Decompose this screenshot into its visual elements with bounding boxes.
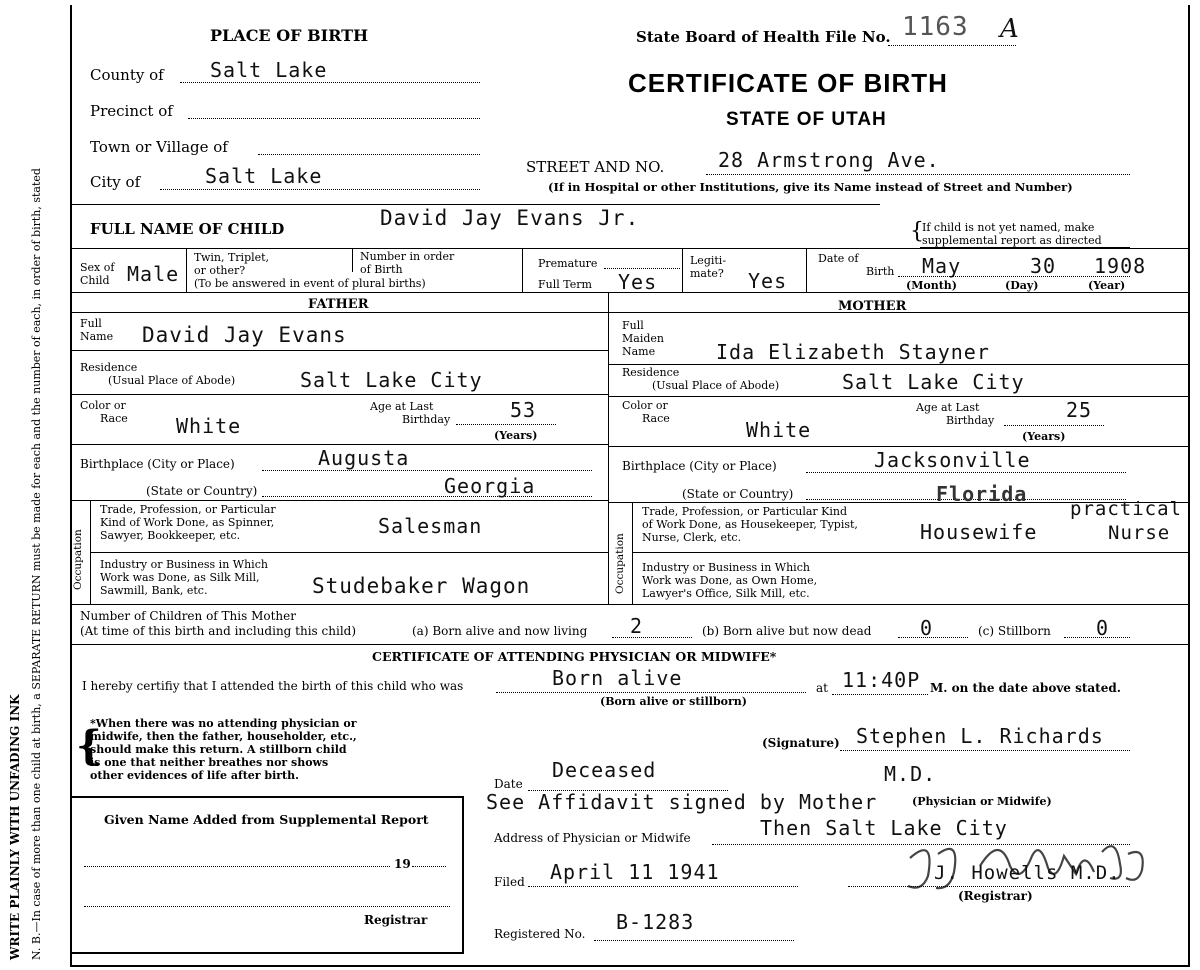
precinct-label: Precinct of — [90, 102, 173, 120]
legitimate-value: Yes — [748, 269, 788, 293]
certificate-title: CERTIFICATE OF BIRTH — [628, 68, 948, 98]
father-trade-label-2: Kind of Work Done, as Spinner, — [100, 516, 275, 529]
mother-birthplace-city: Jacksonville — [874, 448, 1031, 472]
father-years-label: (Years) — [494, 429, 538, 442]
father-age-label-2: Birthday — [402, 413, 451, 426]
born-status-note: (Born alive or stillborn) — [600, 695, 747, 708]
mother-birthplace-label: Birthplace (City or Place) — [622, 459, 777, 473]
not-named-note-1: If child is not yet named, make — [922, 221, 1095, 234]
father-color-label-1: Color or — [80, 399, 126, 412]
child-full-name: David Jay Evans Jr. — [380, 206, 640, 230]
full-term-label: Full Term — [538, 278, 592, 291]
father-heading: FATHER — [308, 297, 369, 312]
mother-years-label: (Years) — [1022, 430, 1066, 443]
mother-color-label-2: Race — [642, 412, 670, 425]
street-note: (If in Hospital or other Institutions, give its Name instead of Street and Number) — [548, 180, 1073, 194]
father-industry: Studebaker Wagon — [312, 574, 531, 598]
mother-occupation-label: Occupation — [614, 533, 626, 594]
day-label: (Day) — [1005, 279, 1039, 292]
father-birthplace-state: Georgia — [444, 474, 536, 498]
city-label: City of — [90, 173, 141, 191]
date-label-2: Birth — [866, 265, 895, 278]
father-industry-label-3: Sawmill, Bank, etc. — [100, 584, 208, 597]
mother-trade-label-2: of Work Done, as Housekeeper, Typist, — [642, 518, 858, 531]
children-dead-label: (b) Born alive but now dead — [702, 624, 872, 638]
mother-industry-label-2: Work was Done, as Own Home, — [642, 574, 818, 587]
mother-state-label: (State or Country) — [682, 487, 794, 501]
mother-name: Ida Elizabeth Stayner — [716, 340, 990, 364]
birth-time: 11:40P — [842, 668, 921, 692]
sex-label-2: Child — [80, 274, 110, 287]
county-label: County of — [90, 66, 164, 84]
father-birthplace-label: Birthplace (City or Place) — [80, 457, 235, 471]
plural-note: (To be answered in event of plural births) — [194, 277, 426, 290]
mother-trade-label-1: Trade, Profession, or Particular Kind — [642, 505, 848, 518]
physician-address: Then Salt Lake City — [760, 816, 1008, 840]
mother-trade-label-3: Nurse, Clerk, etc. — [642, 531, 742, 544]
town-label: Town or Village of — [90, 138, 228, 156]
children-label-2: (At time of this birth and including this child) — [80, 624, 357, 638]
file-number-suffix: A — [1000, 14, 1020, 44]
birth-certificate: WRITE PLAINLY WITH UNFADING INK N. B.—In case of more than one child at birth, a SEPARATE RETURN must be made for each and the number of each, in order of birth, stated PLACE OF BIRTH State Board of Health File No. 1163 A CERTIFICATE OF BIRTH STATE OF UTAH County of Salt Lake Precinct of Town or Village of City of Salt Lake STREET AND NO. 28 Armstrong Ave. (If in Hospital or other Institutions, give its Name instead of Street and Number) FULL NAME OF CHILD David Jay Evans Jr. { If child is not yet named, make supplemental report as directed Sex of Child Male Twin, Triplet, or other? (To be answered in event of plural births) Number in order of Birth Premature Full Term Yes Legiti- mate? Yes Date of Birth May 30 1908 (Month) (Day) (Year) FATHER MOTHER Full Name David Jay Evans Residence (Usual Place of Abode) Salt Lake City Color or Race White Age at Last Birthday 53 (Years) Birthplace (City or Place) Augusta (State or Country) Georgia Occupation Trade, Profession, or Particular Kind of Work Done, as Spinner, Sawyer, Bookkeeper, etc. Salesman Industry or Business in Which Work was Done, as Silk Mill, Sawmill, Bank, etc. Studebaker Wagon Full Maiden Name Ida Elizabeth Stayner Residence (Usual Place of Abode) Salt Lake City Color or Race White Age at Last Birthday 25 (Years) Birthplace (City or Place) Jacksonville (State or Country) Florida Occupation Trade, Profession, or Particular Kind of Work Done, as Housekeeper, Typist, Nurse, Clerk, etc. Housewife practical Nurse Industry or Business in Which Work was Done, as Own Home, Lawyer's Office, Silk Mill, etc. Number of Children of This Mother (At time of this birth and including this child) (a) Born alive and now living 2 (b) Born alive but now dead 0 (c) Stillborn 0 CERTIFICATE OF ATTENDING PHYSICIAN OR MIDWIFE* I hereby certifiy that I attended the birth of this child who was Born alive (Born alive or stillborn) at 11:40P M. on the date above stated. { *When there was no attending physician or midwife, then the father, householder, etc., should make this return. A stillborn child is one that neither breathes nor shows other evidences of life after birth. (Signature) Stephen L. Richards M.D. Date Deceased Given Name Added from Supplemental Report 19 Registrar See Affidavit signed by Mother (Physician or Midwife) Address of Physician or Midwife Then Salt Lake City Filed April 11 1941 J. Howells M.D. (Registrar) Registered No. B-1283 — [0, 0, 1200, 970]
children-alive: 2 — [630, 614, 644, 638]
father-state-label: (State or Country) — [146, 484, 258, 498]
registrar-typed: J. Howells M.D. — [934, 862, 1121, 884]
mother-age-label-2: Birthday — [946, 414, 995, 427]
birth-month: May — [922, 254, 962, 278]
affidavit-note: See Affidavit signed by Mother — [486, 790, 878, 814]
father-full-label-2: Name — [80, 330, 114, 343]
premature-label: Premature — [538, 257, 598, 270]
signature-label: (Signature) — [762, 736, 840, 750]
legit-label-1: Legiti- — [690, 254, 727, 267]
physician-heading: CERTIFICATE OF ATTENDING PHYSICIAN OR MIDWIFE* — [372, 649, 777, 664]
file-number-label: State Board of Health File No. — [636, 28, 891, 46]
full-name-label: FULL NAME OF CHILD — [90, 220, 285, 238]
mother-trade: Housewife — [920, 520, 1038, 544]
mother-heading: MOTHER — [838, 299, 907, 314]
date-label-1: Date of — [818, 252, 859, 265]
filed-date: April 11 1941 — [550, 860, 720, 884]
twin-label-1: Twin, Triplet, — [194, 251, 270, 264]
father-occupation-label: Occupation — [72, 529, 84, 590]
order-label-2: of Birth — [360, 263, 403, 276]
supplemental-year: 19 — [394, 857, 411, 871]
mother-trade-extra-1: practical — [1070, 498, 1182, 520]
father-trade-label-3: Sawyer, Bookkeeper, etc. — [100, 529, 241, 542]
twin-label-2: or other? — [194, 264, 246, 277]
footnote-line-3: should make this return. A stillborn child — [90, 743, 347, 756]
year-label: (Year) — [1088, 279, 1126, 292]
father-name: David Jay Evans — [142, 323, 347, 347]
children-dead: 0 — [920, 616, 934, 640]
street-label: STREET AND NO. — [526, 158, 665, 176]
footnote-line-5: other evidences of life after birth. — [90, 769, 299, 782]
father-trade-label-1: Trade, Profession, or Particular — [100, 503, 276, 516]
father-color: White — [176, 414, 242, 438]
place-of-birth-heading: PLACE OF BIRTH — [210, 26, 369, 45]
father-industry-label-2: Work was Done, as Silk Mill, — [100, 571, 260, 584]
father-trade: Salesman — [378, 514, 483, 538]
margin-note: N. B.—In case of more than one child at birth, a SEPARATE RETURN must be made for each and the number of each, in order of birth, stated — [30, 168, 43, 960]
margin-warning: WRITE PLAINLY WITH UNFADING INK — [8, 694, 22, 960]
street-value: 28 Armstrong Ave. — [718, 148, 940, 172]
children-label-1: Number of Children of This Mother — [80, 609, 296, 623]
mother-age: 25 — [1066, 398, 1093, 422]
father-residence-label-2: (Usual Place of Abode) — [108, 374, 236, 387]
father-full-label-1: Full — [80, 317, 102, 330]
mother-age-label-1: Age at Last — [916, 401, 980, 414]
parents-divider — [608, 292, 609, 604]
children-alive-label: (a) Born alive and now living — [412, 624, 588, 638]
footnote-line-1: *When there was no attending physician or — [90, 717, 357, 730]
filed-label: Filed — [494, 875, 525, 889]
address-label: Address of Physician or Midwife — [494, 831, 691, 845]
mother-residence: Salt Lake City — [842, 370, 1025, 394]
legit-label-2: mate? — [690, 267, 724, 280]
father-age-label-1: Age at Last — [370, 400, 434, 413]
right-border — [1188, 5, 1190, 967]
father-industry-label-1: Industry or Business in Which — [100, 558, 268, 571]
father-residence: Salt Lake City — [300, 368, 483, 392]
physician-role-label: (Physician or Midwife) — [912, 795, 1052, 808]
father-birthplace-city: Augusta — [318, 446, 410, 470]
bottom-border — [70, 965, 1188, 967]
footnote-line-2: midwife, then the father, householder, etc., — [90, 730, 357, 743]
mother-color: White — [746, 418, 812, 442]
physician-date: Deceased — [552, 758, 657, 782]
physician-signature: Stephen L. Richards — [856, 724, 1104, 748]
children-still-label: (c) Stillborn — [978, 624, 1051, 638]
mother-full-label-1: Full — [622, 319, 644, 332]
mother-full-label-2: Maiden — [622, 332, 664, 345]
county-value: Salt Lake — [210, 58, 328, 82]
order-label-1: Number in order — [360, 250, 455, 263]
certify-label: I hereby certifiy that I attended the birth of this child who was — [82, 679, 464, 693]
mother-full-label-3: Name — [622, 345, 656, 358]
full-term-value: Yes — [618, 270, 658, 294]
not-named-note-2: supplemental report as directed — [922, 234, 1102, 247]
supplemental-label: Given Name Added from Supplemental Report — [104, 812, 429, 827]
birth-year: 1908 — [1094, 254, 1147, 278]
file-number: 1163 — [902, 12, 969, 42]
mother-residence-label-2: (Usual Place of Abode) — [652, 379, 780, 392]
birth-day: 30 — [1030, 254, 1057, 278]
physician-md: M.D. — [884, 762, 937, 786]
children-still: 0 — [1096, 616, 1110, 640]
father-age: 53 — [510, 398, 537, 422]
sex-value: Male — [127, 262, 180, 286]
mother-industry-label-1: Industry or Business in Which — [642, 561, 810, 574]
mother-trade-extra-2: Nurse — [1108, 522, 1171, 544]
sex-label-1: Sex of — [80, 261, 115, 274]
mother-color-label-1: Color or — [622, 399, 668, 412]
father-color-label-2: Race — [100, 412, 128, 425]
born-status: Born alive — [552, 666, 683, 690]
at-label: at — [816, 681, 828, 695]
mother-birthplace-state: Florida — [936, 482, 1028, 506]
footnote-box: { *When there was no attending physician or midwife, then the father, householder, etc., should make this return. A stillborn child is one that neither breathes nor shows other evidences of life after birth. — [76, 717, 357, 782]
city-value: Salt Lake — [205, 164, 323, 188]
mother-industry-label-3: Lawyer's Office, Silk Mill, etc. — [642, 587, 810, 600]
date-label: Date — [494, 777, 523, 791]
month-label: (Month) — [906, 279, 957, 292]
footnote-line-4: is one that neither breathes nor shows — [90, 756, 329, 769]
mother-residence-label-1: Residence — [622, 366, 680, 379]
father-residence-label-1: Residence — [80, 361, 138, 374]
registered-label: Registered No. — [494, 927, 586, 941]
state-heading: STATE OF UTAH — [726, 109, 887, 130]
registered-number: B-1283 — [616, 910, 695, 934]
supplemental-registrar-label: Registrar — [364, 913, 428, 927]
time-suffix: M. on the date above stated. — [930, 681, 1121, 695]
registrar-label: (Registrar) — [958, 889, 1033, 903]
